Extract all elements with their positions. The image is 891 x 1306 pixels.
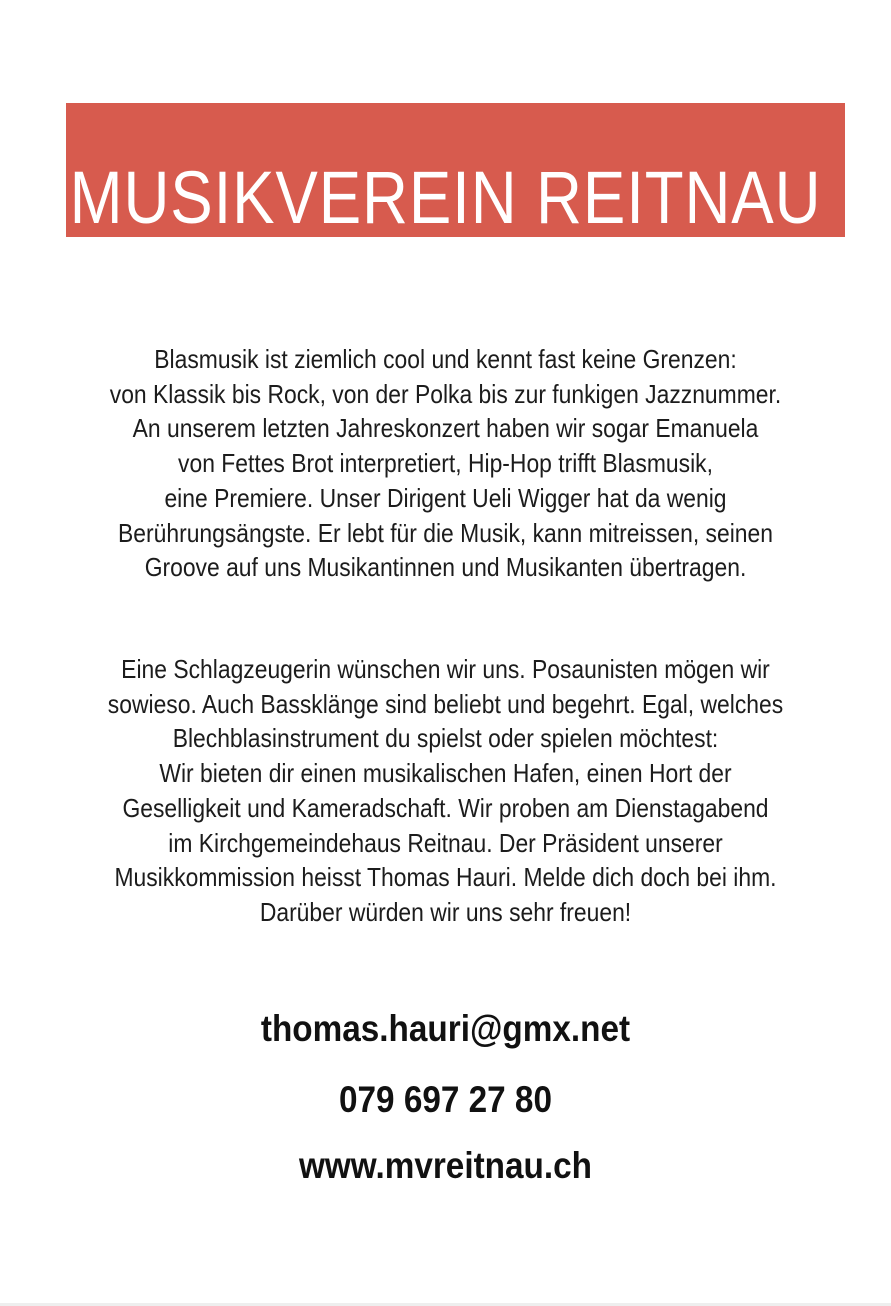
text-line: eine Premiere. Unser Dirigent Ueli Wigger hat da wenig xyxy=(164,482,727,513)
text-line: Musikkommission heisst Thomas Hauri. Melde dich doch bei ihm. xyxy=(114,862,777,893)
text-line: Geselligkeit und Kameradschaft. Wir proben am Dienstagabend xyxy=(122,792,769,823)
text-line: Blechblasinstrument du spielst oder spielen möchtest: xyxy=(172,723,719,754)
text-line: Blasmusik ist ziemlich cool und kennt fast keine Grenzen: xyxy=(154,344,737,374)
text-line: von Klassik bis Rock, von der Polka bis zur funkigen Jazznummer. xyxy=(109,378,782,409)
text-line: Eine Schlagzeugerin wünschen wir uns. Posaunisten mögen wir xyxy=(121,654,770,684)
recruitment-paragraph xyxy=(0,652,891,930)
text-line: Berührungsängste. Er lebt für die Musik, kann mitreissen, seinen xyxy=(118,517,773,548)
text-line: An unserem letzten Jahreskonzert haben wir sogar Emanuela xyxy=(132,413,759,444)
page-title: MUSIKVEREIN REITNAU xyxy=(69,156,822,239)
text-line: von Fettes Brot interpretiert, Hip-Hop trifft Blasmusik, xyxy=(178,448,713,479)
text-line: Groove auf uns Musikantinnen und Musikanten übertragen. xyxy=(144,552,747,583)
contact-phone[interactable]: 079 697 27 80 xyxy=(339,1079,552,1120)
text-line: Wir bieten dir einen musikalischen Hafen, einen Hort der xyxy=(159,758,732,789)
text-line: Darüber würden wir uns sehr freuen! xyxy=(259,896,632,927)
text-line: im Kirchgemeindehaus Reitnau. Der Präsident unserer xyxy=(168,827,723,858)
contact-website[interactable]: www.mvreitnau.ch xyxy=(298,1145,592,1186)
intro-paragraph xyxy=(0,342,891,585)
text-line: sowieso. Auch Bassklänge sind beliebt und begehrt. Egal, welches xyxy=(107,688,784,719)
contact-email[interactable]: thomas.hauri@gmx.net xyxy=(260,1008,631,1049)
